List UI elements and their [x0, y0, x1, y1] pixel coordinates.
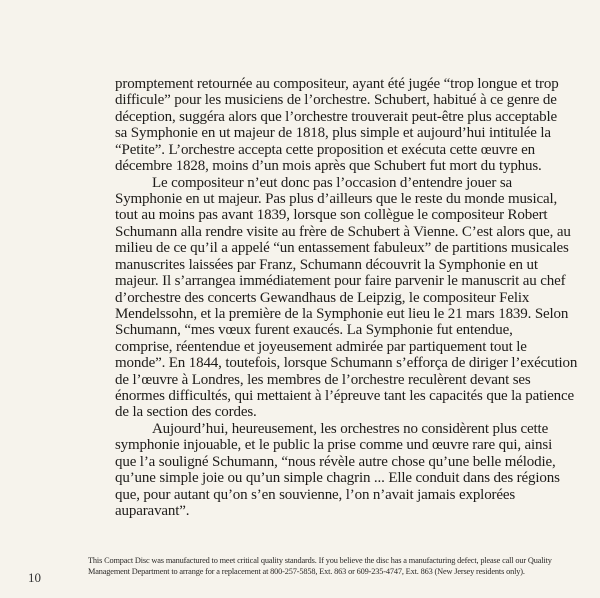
text-line: Aujourd’hui, heureusement, les orchestres no considèrent plus cette: [152, 420, 549, 437]
text-line: Schumann alla rendre visite au frère de Schubert à Vienne. C’est alors que, au: [115, 223, 571, 240]
text-line: Le compositeur n’eut donc pas l’occasion d’entendre jouer sa: [152, 174, 513, 191]
text-line: promptement retournée au compositeur, ayant été jugée “trop longue et trop: [115, 76, 559, 92]
text-line: comprise, réentendue et joyeusement admirée par partiquement tout le: [115, 338, 527, 355]
quality-notice-line: This Compact Disc was manufactured to meet critical quality standards. If you believe the disc has a manufacturing defect, please call our Quality: [88, 556, 552, 565]
text-line: Symphonie en ut majeur. Pas plus d’ailleurs que le reste du monde musical,: [115, 190, 558, 207]
text-line: énormes difficultés, qui mettaient à l’épreuve tant les capacités que la patience: [115, 388, 575, 405]
text-line: de la section des cordes.: [115, 404, 257, 421]
text-line: milieu de ce qu’il a appelé “un entassement fabuleux” de partitions musicales: [115, 240, 569, 257]
text-line: auparavant”.: [115, 503, 190, 519]
text-line: majeur. Il s’arrangea immédiatement pour faire parvenir le manuscrit au chef: [115, 273, 566, 290]
text-line: que, pour autant qu’on s’en souvienne, l’on n’avait jamais explorées: [115, 486, 516, 503]
text-line: Mendelssohn, et la première de la Symphonie eut lieu le 21 mars 1839. Selon: [115, 305, 569, 322]
text-line: de l’œuvre à Londres, les membres de l’orchestre reculèrent devant ses: [115, 371, 531, 388]
text-line: Schumann, “mes vœux furent exaucés. La Symphonie fut entendue,: [115, 322, 513, 339]
text-line: que l’a souligné Schumann, “nous révèle autre chose qu’une belle mélodie,: [115, 453, 556, 470]
page-number: 10: [28, 570, 41, 585]
text-line: “Petite”. L’orchestre accepta cette proposition et exécuta cette œuvre en: [115, 141, 535, 158]
text-line: d’orchestre des concerts Gewandhaus de Leipzig, le compositeur Felix: [115, 289, 530, 306]
quality-notice-line: Management Department to arrange for a replacement at 800-257-5858, Ext. 863 or 609-235-4747, Ext. 863 (New Jersey residents only).: [88, 566, 525, 576]
quality-notice: [88, 556, 552, 577]
text-line: manuscrites laissées par Franz, Schumann découvrit la Symphonie en ut: [115, 256, 538, 273]
text-line: déception, suggéra alors que l’orchestre trouverait peut-être plus acceptable: [115, 108, 557, 125]
text-line: symphonie injouable, et le public la prise comme und œuvre rare qui, ainsi: [115, 437, 553, 454]
text-line: difficule” pour les musiciens de l’orchestre. Schubert, habitué à ce genre de: [115, 92, 557, 109]
text-line: décembre 1828, moins d’un mois après que Schubert fut mort du typhus.: [115, 158, 542, 175]
text-line: sa Symphonie en ut majeur de 1818, plus simple et aujourd’hui intitulée la: [115, 125, 551, 142]
text-line: qu’une simple joie ou qu’un simple chagrin ... Elle conduit dans des régions: [115, 470, 560, 487]
text-line: monde”. En 1844, toutefois, lorsque Schumann s’efforça de diriger l’exécution: [115, 355, 578, 372]
text-line: tout au moins pas avant 1839, lorsque son collègue le compositeur Robert: [115, 207, 548, 224]
